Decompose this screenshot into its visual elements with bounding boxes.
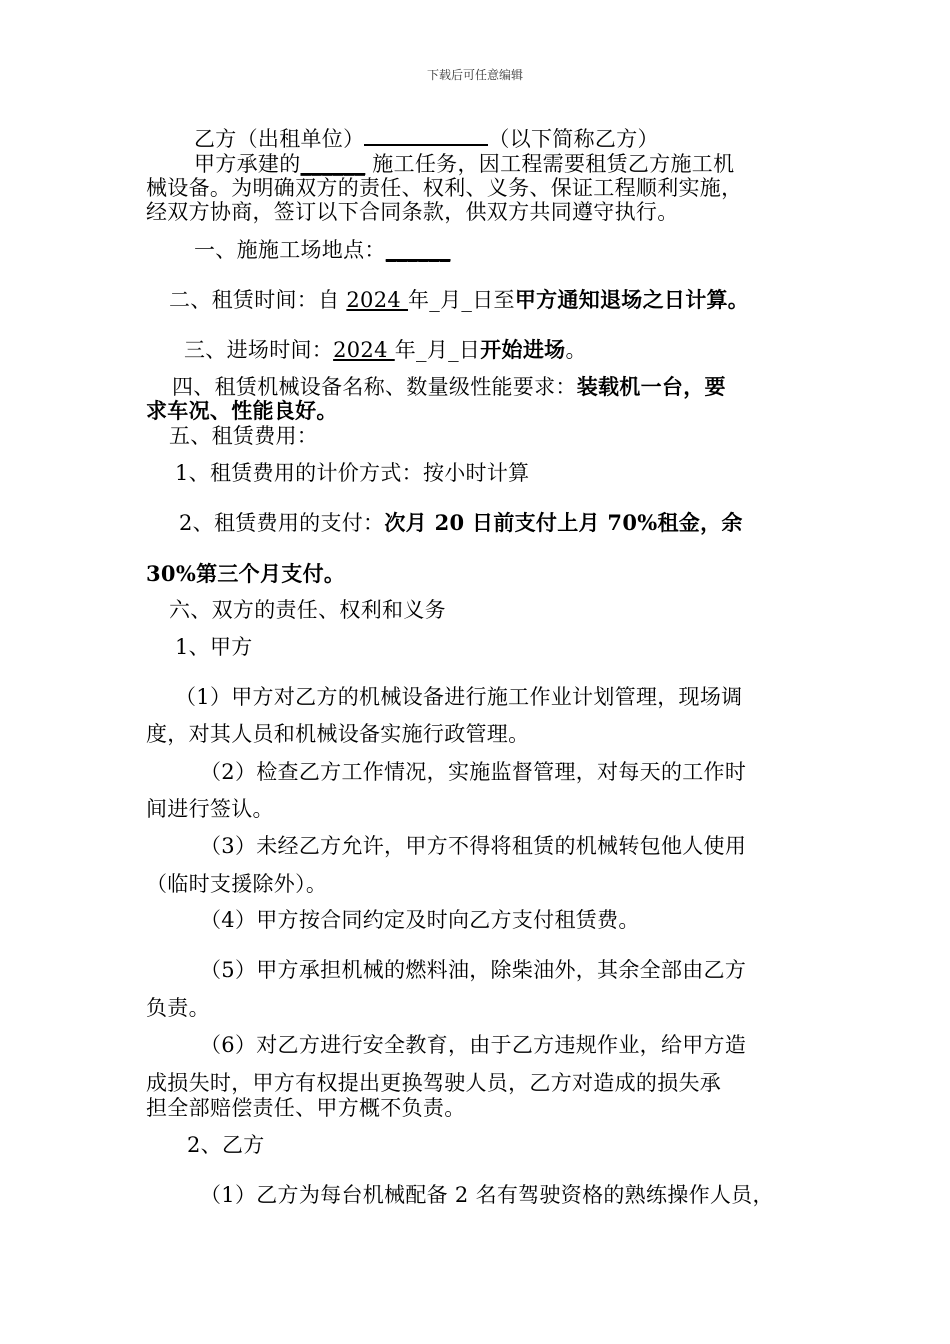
section-4-line-1 (172, 375, 726, 399)
section-1 (194, 238, 451, 262)
party-b-title: 2、乙方 (187, 1133, 265, 1157)
section-3 (184, 338, 587, 362)
party-a-item-5-line-2: 负责。 (146, 996, 210, 1020)
section-3-date: 年_月_日 (394, 338, 481, 362)
intro-text-a: 甲方承建的 (194, 152, 301, 176)
intro-line-2: 械设备。为明确双方的责任、权利、义务、保证工程顺利实施， (146, 176, 743, 200)
intro-text-b: 施工任务，因工程需要租赁乙方施工机 (365, 152, 735, 176)
section-3-label: 三、进场时间： (184, 338, 334, 362)
section-2 (169, 288, 749, 312)
party-a-item-6-line-3: 担全部赔偿责任、甲方概不负责。 (146, 1096, 466, 1120)
party-a-item-3-line-2: （临时支援除外）。 (146, 872, 328, 896)
party-a-item-1-line-1: （1）甲方对乙方的机械设备进行施工作业计划管理，现场调 (175, 685, 743, 709)
party-a-title: 1、甲方 (175, 635, 253, 659)
party-b-item-1-line-1: （1）乙方为每台机械配备 2 名有驾驶资格的熟练操作人员， (200, 1183, 774, 1207)
section-5-item-2-label: 2、租赁费用的支付： (179, 511, 385, 535)
section-5-item-2-cont: 30%第三个月支付。 (146, 561, 346, 586)
party-a-item-3-line-1: （3）未经乙方允许，甲方不得将租赁的机械转包他人使用 (200, 834, 747, 858)
party-a-item-1-line-2: 度，对其人员和机械设备实施行政管理。 (146, 722, 530, 746)
section-4-equipment: 装载机一台，要 (576, 374, 726, 399)
party-a-item-5-line-1: （5）甲方承担机械的燃料油，除柴油外，其余全部由乙方 (200, 958, 747, 982)
section-5-title: 五、租赁费用： (169, 424, 319, 448)
section-5-item-2 (179, 511, 743, 535)
party-a-item-2-line-2: 间进行签认。 (146, 797, 274, 821)
section-4-label: 四、租赁机械设备名称、数量级性能要求： (172, 375, 577, 399)
party-b-blank (364, 126, 488, 146)
section-5-item-1: 1、租赁费用的计价方式：按小时计算 (175, 461, 530, 485)
section-6-title: 六、双方的责任、权利和义务 (169, 598, 446, 622)
party-a-item-4: （4）甲方按合同约定及时向乙方支付租赁费。 (200, 908, 640, 932)
section-2-label: 二、租赁时间：自 (169, 288, 347, 312)
party-a-item-6-line-1: （6）对乙方进行安全教育，由于乙方违规作业，给甲方造 (200, 1033, 747, 1057)
intro-line-1 (194, 152, 734, 176)
section-3-period: 。 (565, 338, 587, 362)
page-header: 下载后可任意编辑 (426, 68, 523, 82)
party-b-line (194, 126, 659, 151)
party-b-prefix: 乙方（出租单位） (194, 127, 365, 151)
section-5-payment-terms: 次月 20 日前支付上月 70%租金，余 (384, 510, 743, 535)
section-1-label: 一、施施工场地点： (194, 238, 386, 262)
party-a-item-2-line-1: （2）检查乙方工作情况，实施监督管理，对每天的工作时 (200, 760, 747, 784)
section-2-year: 2024 (346, 288, 408, 312)
party-b-suffix: （以下简称乙方） (488, 127, 659, 151)
party-a-item-6-line-2: 成损失时，甲方有权提出更换驾驶人员，乙方对造成的损失承 (146, 1071, 722, 1095)
section-2-end: 甲方通知退场之日计算。 (514, 287, 750, 312)
project-name-blank: ______ (300, 152, 366, 176)
site-location-blank: ______ (385, 237, 451, 262)
section-4-line-2: 求车况、性能良好。 (146, 398, 338, 423)
section-3-year: 2024 (333, 338, 395, 362)
intro-line-3: 经双方协商，签订以下合同条款，供双方共同遵守执行。 (146, 200, 679, 224)
section-2-date: 年_月_日至 (408, 288, 515, 312)
section-3-start: 开始进场 (480, 337, 566, 362)
